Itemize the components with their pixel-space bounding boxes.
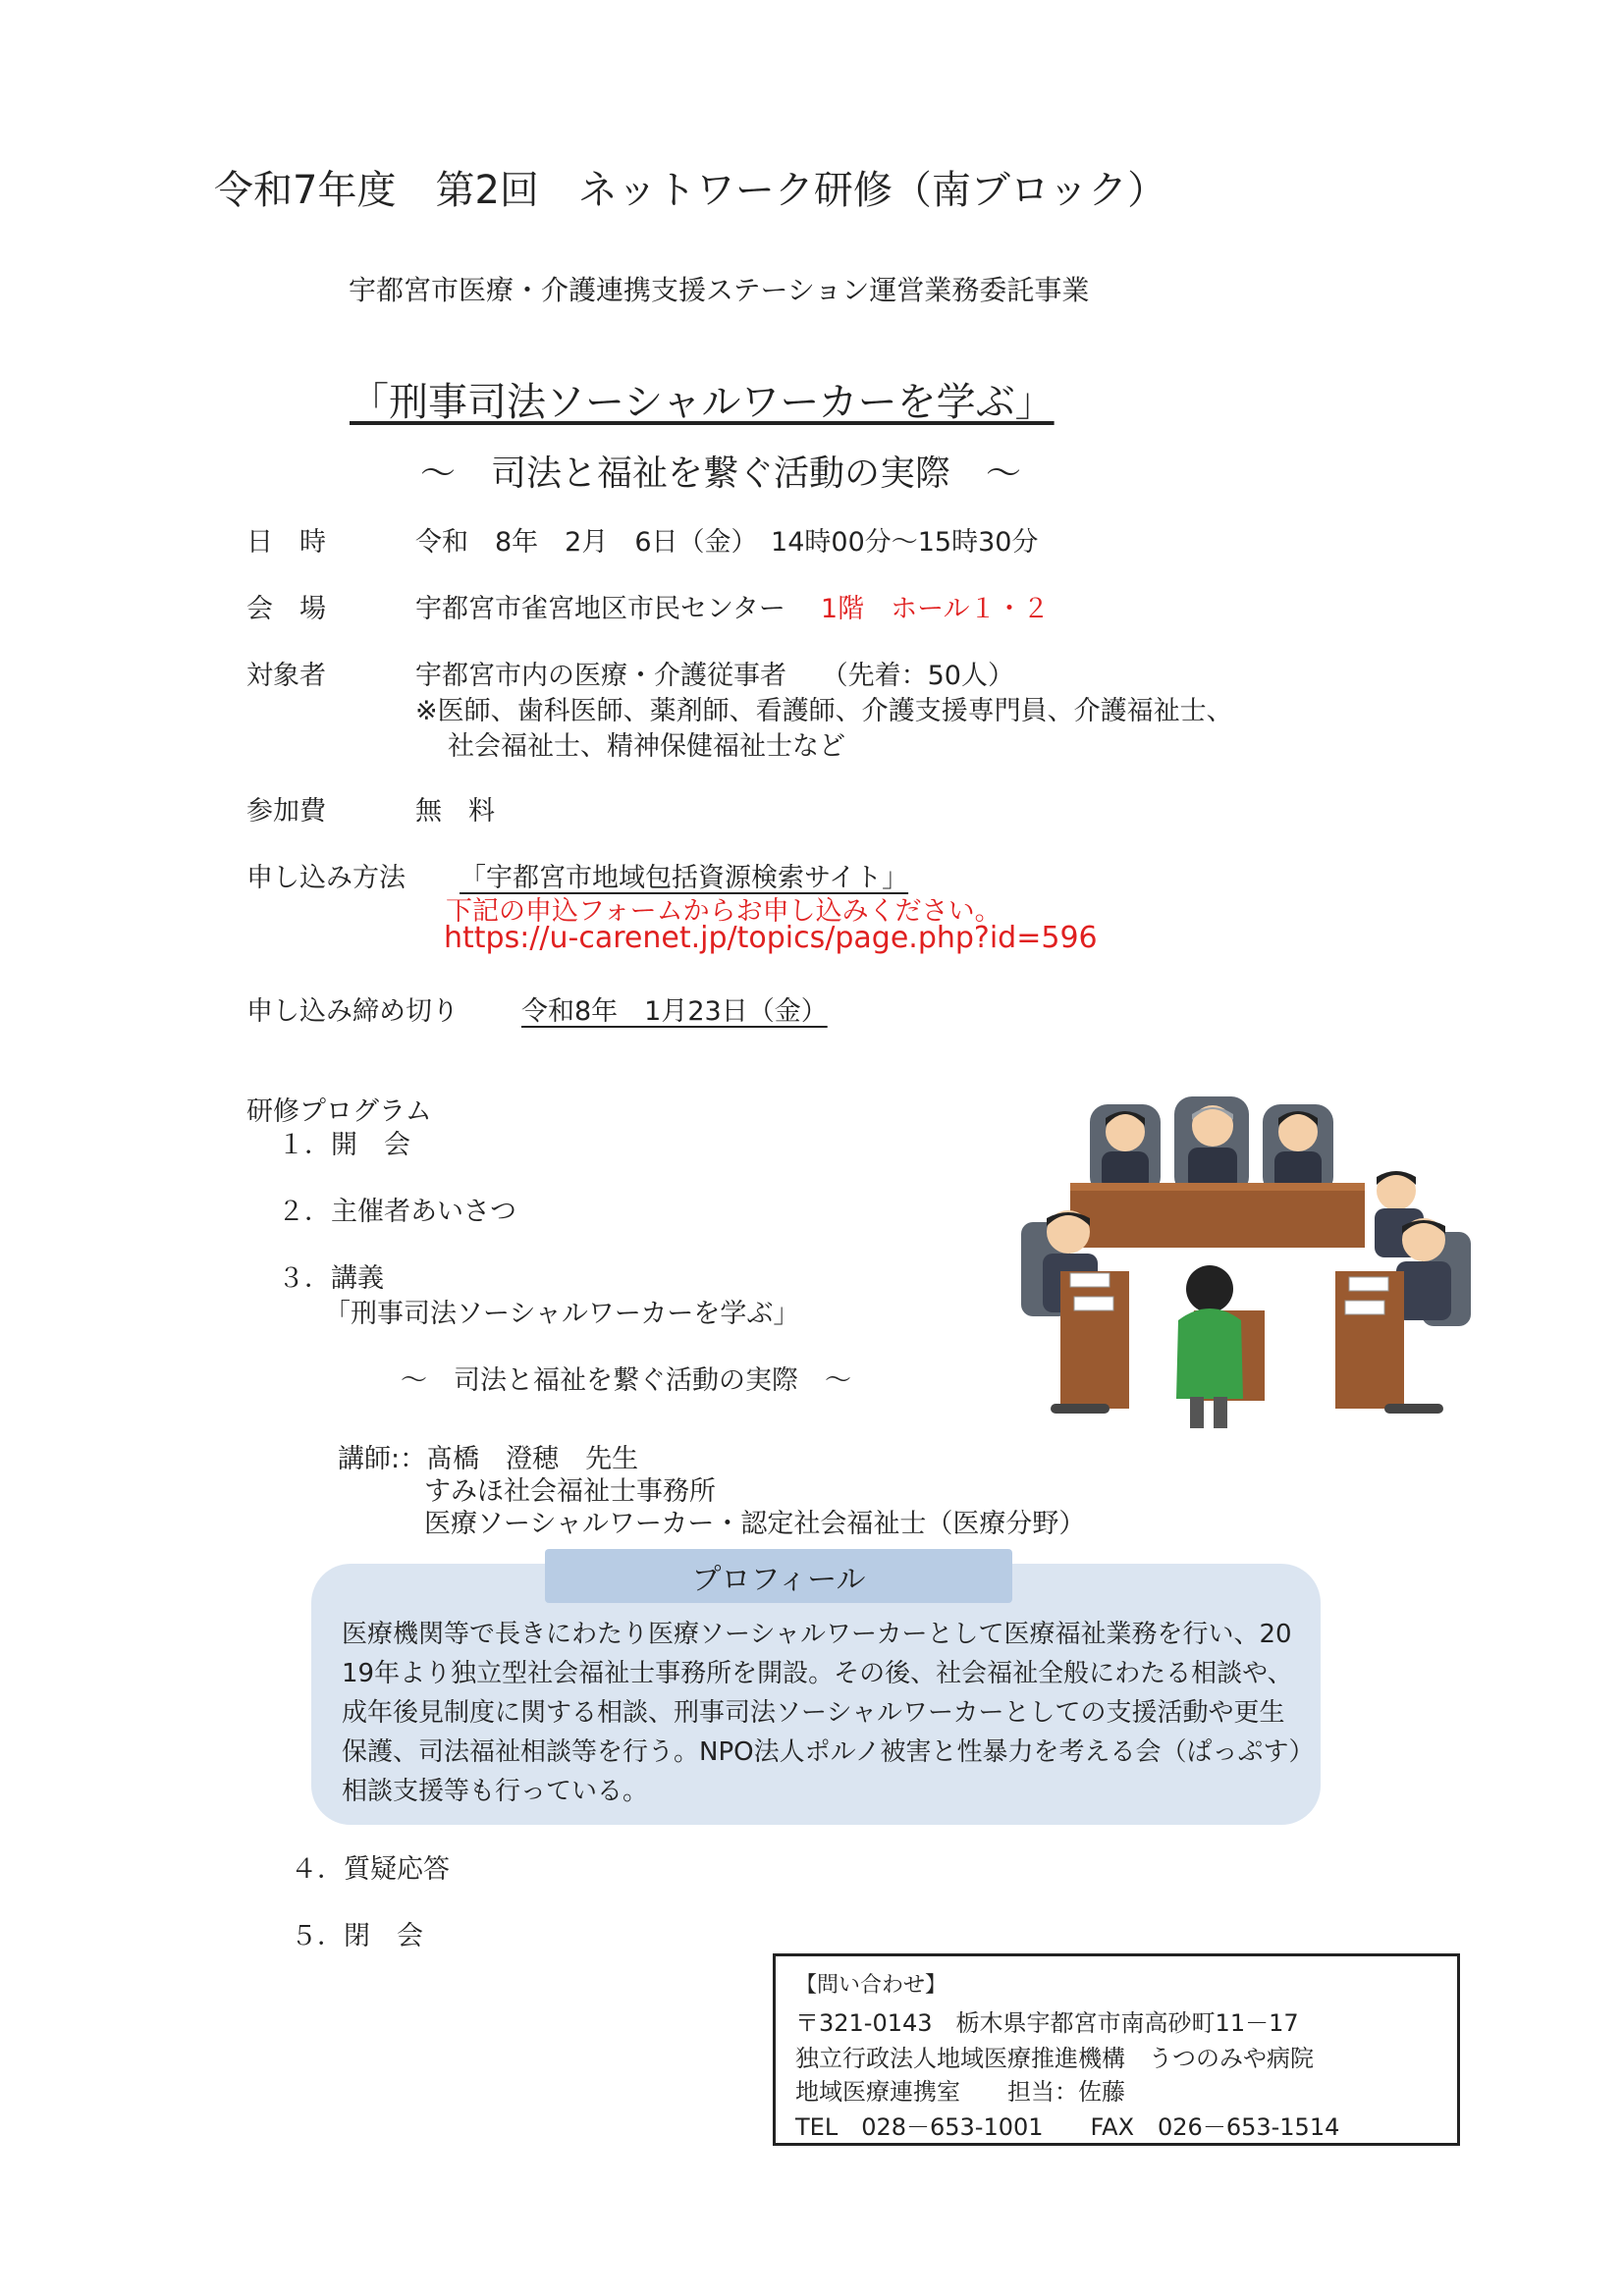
profile-text: 医療機関等で長きにわたり医療ソーシャルワーカーとして医療福祉業務を行い、2019年より独立型社会福祉士事務所を開設。その後、社会福祉全般にわたる相談や、成年後見制度に関する相談、刑事司法ソーシャルワーカーとしての支援活動や更生保護、司法福祉相談等を行う。NPO法人ポルノ被害と性暴力を考える会（ぱっぷす）相談支援等も行っている。 [342,1620,1302,1806]
venue-name: 宇都宮市雀宮地区市民センター [415,594,785,624]
lecturer-title: 医療ソーシャルワーカー・認定社会福祉士（医療分野） [424,1509,1086,1539]
contact-phone: TEL 028－653-1001 FAX 026－653-1514 [795,2113,1340,2141]
organizer-line: 宇都宮市医療・介護連携支援ステーション運営業務委託事業 [349,274,1090,306]
venue-room: 1階 ホール１・２ [820,594,1050,624]
profile-heading: プロフィール [545,1549,1012,1603]
program-item-3: ３．講義 [278,1263,384,1294]
apply-label: 申し込み方法 [246,863,406,893]
page-title: 令和7年度 第2回 ネットワーク研修（南ブロック） [214,168,1167,213]
target-value: 宇都宮市内の医療・介護従事者 （先着：50人） [415,661,1014,691]
apply-url-link[interactable]: https://u-carenet.jp/topics/page.php?id=596 [444,921,1098,955]
target-note-2: 社会福祉士、精神保健福祉士など [448,731,845,762]
deadline-value: 令和8年 1月23日（金） [521,996,828,1027]
program-item-5: ５．閉 会 [291,1921,423,1951]
program-item-4: ４．質疑応答 [291,1854,450,1885]
lecture-title: 「刑事司法ソーシャルワーカーを学ぶ」 [324,1299,800,1329]
fee-value: 無 料 [415,796,495,827]
courtroom-illustration [1011,1075,1483,1438]
judge-bench [1070,1183,1365,1248]
lecturer-org: すみほ社会福祉士事務所 [424,1476,716,1507]
contact-org: 独立行政法人地域医療推進機構 うつのみや病院 [795,2045,1314,2072]
venue-value [415,587,1050,625]
target-note-1: ※医師、歯科医師、薬剤師、看護師、介護支援専門員、介護福祉士、 [415,696,1233,726]
theme-title: 「刑事司法ソーシャルワーカーを学ぶ」 [350,380,1055,425]
judge-center [1188,1105,1237,1191]
contact-box [773,1953,1460,2146]
contact-address: 〒321-0143 栃木県宇都宮市南高砂町11－17 [795,2009,1299,2037]
lecturer-name: 講師:：髙橋 澄穂 先生 [338,1444,639,1474]
contact-dept: 地域医療連携室 担当：佐藤 [795,2078,1125,2106]
date-value: 令和 8年 2月 6日（金） 14時00分～15時30分 [415,527,1039,558]
deadline-label: 申し込み締め切り [246,996,459,1027]
fee-label: 参加費 [246,796,326,827]
lecture-subtitle: ～ 司法と福祉を繋ぐ活動の実際 ～ [401,1365,851,1396]
venue-label: 会 場 [246,594,326,624]
judges [1102,1105,1322,1191]
date-label: 日 時 [246,527,326,558]
program-item-1: １．開 会 [278,1130,410,1160]
contact-heading: 【問い合わせ】 [795,1973,947,1998]
apply-instruction: 下記の申込フォームからお申し込みください。 [446,896,1001,927]
defendant [1176,1265,1265,1428]
program-heading: 研修プログラム [246,1096,432,1127]
program-item-2: ２．主催者あいさつ [278,1197,516,1227]
target-label: 対象者 [246,661,326,691]
theme-subtitle: ～ 司法と福祉を繋ぐ活動の実際 ～ [420,454,1022,494]
apply-site-link[interactable]: 「宇都宮市地域包括資源検索サイト」 [460,863,909,893]
